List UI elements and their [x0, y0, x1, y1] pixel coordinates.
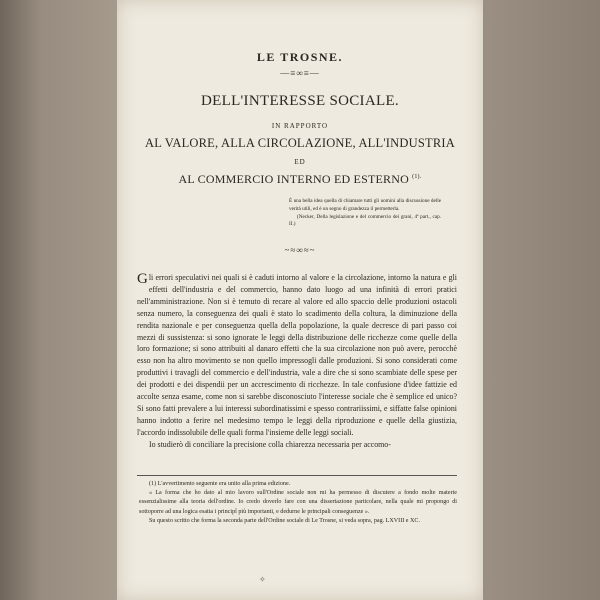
footnote-rule: [137, 475, 457, 476]
title-note-reference: (1).: [412, 174, 422, 180]
title-line-commercio-text: AL COMMERCIO INTERNO ED ESTERNO: [178, 172, 409, 186]
body-paragraph-1-text: li errori speculativi nei quali si è caduti intorno al valore e la circolazione, intorno la natura e gli effetti dell'industria e del commercio, hanno dato luogo ad una infinità di errori pratici nell'amministrazione. Non si è temuto di recare al valore ed allo spaccio delle produzioni ostacoli senza numero, la conseguenza dei quali è stato lo scadimento della coltura, la diminuzione della rendita nazionale e per conseguenza quella della popolazione, la quale decresce di pari passo coi mezzi di sussistenza: si sono ignorate le leggi della distribuzione delle ricchezze come quelle della loro formazione; si sono attribuiti al danaro effetti che la sua circolazione non può avere, perocchè esso non ha altro movimento se non quello impressogli dalle produzioni. Si sono considerati come produttivi i travagli del commercio e dell'industria, vale a dire che si sono scambiate delle spese per dei prodotti e dei dispendii per un accrescimento di ricchezze. In tale confusione d'idee fattizie ed accolte senza esame, come non si sarebbe disconosciuto l'interesse sociale che è semplice ed unico? Si sono fatti prevalere a lui interessi subordinatissimi e spesso contrariissimi, e siffatte false opinioni hanno indotto a ferire nel medesimo tempo le leggi della riproduzione e quelle della giustizia, l'accordo indissolubile delle quali forma l'insieme delle leggi sociali.: [137, 273, 457, 437]
epigraph: [289, 198, 441, 229]
footnote-1: (1) L'avvertimento seguente era unito alla prima edizione.: [149, 481, 291, 487]
title-line-commercio: [117, 172, 483, 187]
footnote-3: Su questo scritto che forma la seconda parte dell'Ordine sociale di Le Trosne, si veda sopra, pag. LXVIII e XC.: [149, 517, 421, 524]
title-line-valore: AL VALORE, ALLA CIRCOLAZIONE, ALL'INDUSTRIA: [145, 136, 455, 150]
footnote-2: « La forma che ho dato al mio lavoro sull'Ordine sociale non mi ha permesso di discutere a fondo molte materie essenzialissime alla teoria dell'ordine. Io credo doverlo fare con una dissertazione particolare, nella quale mi propongo di sottoporre ad una logica esatta i principî più importanti, e dedurne le principali conseguenze ».: [139, 490, 457, 515]
footnotes: [139, 480, 457, 526]
epigraph-text: È una bella idea quella di chiamare tutti gli uomini alla discussione delle verità utili, ed è un segno di grandezza il permetterla.: [289, 198, 441, 212]
body-text: [137, 272, 457, 451]
title-subline-in-rapporto: IN RAPPORTO: [271, 122, 329, 130]
middle-ornament: ~≈∞≈~: [284, 245, 316, 255]
epigraph-source: (Necker, Della legislazione e del commercio dei grani, 4ª part., cap. II.): [289, 213, 441, 228]
page-title: DELL'INTERESSE SOCIALE.: [201, 93, 399, 109]
title-subline-ed: ED: [294, 158, 306, 166]
top-ornament: —≡∞≡—: [280, 68, 320, 78]
signature-mark: ✧: [259, 575, 266, 584]
author-heading: LE TROSNE.: [256, 50, 344, 64]
book-page: [117, 0, 483, 600]
body-paragraph-2: Io studierò di conciliare la precisione colla chiarezza necessaria per accomo-: [149, 439, 391, 449]
body-paragraph-1: [137, 272, 457, 439]
drop-cap: G: [137, 271, 148, 287]
